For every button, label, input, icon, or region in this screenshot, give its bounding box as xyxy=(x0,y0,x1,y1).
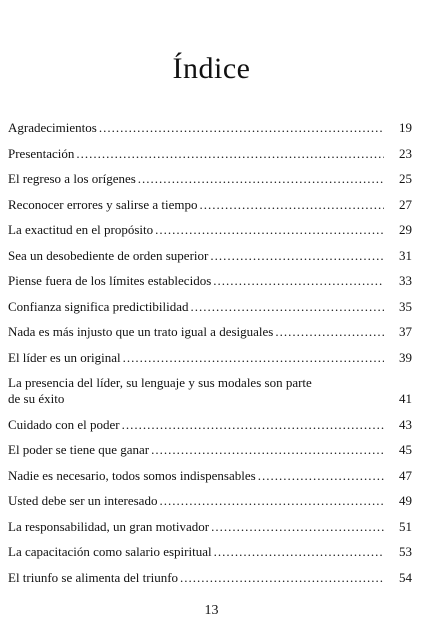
toc-entry-title: Usted debe ser un interesado xyxy=(8,493,158,508)
toc-entry xyxy=(8,120,412,136)
toc-entry-title: La exactitud en el propósito xyxy=(8,222,154,237)
toc-entry-page: 25 xyxy=(399,171,412,186)
toc-entry-page: 45 xyxy=(399,442,412,457)
toc-entry xyxy=(8,146,412,162)
toc-entry xyxy=(8,519,412,535)
toc-entry xyxy=(8,468,412,484)
toc-entry xyxy=(8,442,412,458)
page-title: Índice xyxy=(172,52,251,85)
dot-leader xyxy=(211,519,384,535)
toc-entry-page: 51 xyxy=(399,518,412,534)
dot-leader xyxy=(210,248,384,264)
toc-entry-title: Agradecimientos xyxy=(8,120,97,135)
dot-leader xyxy=(180,570,384,586)
toc-entry-title: El regreso a los orígenes xyxy=(8,171,136,186)
dot-leader xyxy=(123,350,384,366)
toc-entry-page: 49 xyxy=(399,493,412,508)
table-of-contents xyxy=(8,120,412,595)
toc-entry xyxy=(8,570,412,586)
toc-entry-page: 35 xyxy=(399,298,412,314)
toc-entry-page: 31 xyxy=(399,247,412,263)
toc-entry xyxy=(8,197,412,213)
dot-leader xyxy=(159,493,384,509)
toc-entry xyxy=(8,493,412,509)
toc-entry-page: 41 xyxy=(399,391,412,406)
toc-entry-title: Presentación xyxy=(8,145,75,161)
toc-entry xyxy=(8,299,412,315)
toc-entry-title: El líder es un original xyxy=(8,349,121,365)
toc-entry xyxy=(8,350,412,366)
toc-entry-title: Cuidado con el poder xyxy=(8,416,120,432)
dot-leader xyxy=(122,417,384,433)
toc-entry-title: La responsabilidad, un gran motivador xyxy=(8,518,210,534)
toc-entry-page: 37 xyxy=(399,324,412,339)
dot-leader xyxy=(258,468,384,484)
dot-leader xyxy=(214,544,384,560)
toc-entry-page: 33 xyxy=(399,273,412,288)
toc-entry-page: 53 xyxy=(399,544,412,559)
toc-entry-title: Reconocer errores y salirse a tiempo xyxy=(8,196,198,212)
toc-entry-page: 47 xyxy=(399,467,412,483)
toc-entry-page: 54 xyxy=(399,569,412,585)
page-number: 13 xyxy=(204,603,219,618)
toc-entry-page: 39 xyxy=(399,349,412,365)
toc-entry xyxy=(8,375,412,407)
toc-entry-title: Piense fuera de los límites establecidos xyxy=(8,273,212,288)
dot-leader xyxy=(213,273,384,289)
toc-entry-page: 43 xyxy=(399,416,412,432)
toc-entry xyxy=(8,417,412,433)
dot-leader xyxy=(191,299,385,315)
dot-leader xyxy=(151,442,384,458)
toc-entry xyxy=(8,171,412,187)
dot-leader xyxy=(200,197,384,213)
toc-entry-title-continued: de su éxito xyxy=(8,391,65,406)
toc-entry-title: La presencia del líder, su lenguaje y sus modales son parte xyxy=(8,375,312,390)
toc-entry xyxy=(8,324,412,340)
dot-leader xyxy=(76,146,384,162)
toc-entry-title: Nadie es necesario, todos somos indispensables xyxy=(8,467,256,483)
toc-entry-page: 19 xyxy=(399,120,412,135)
toc-entry xyxy=(8,544,412,560)
dot-leader xyxy=(99,120,384,136)
toc-entry-title: Nada es más injusto que un trato igual a desiguales xyxy=(8,324,274,339)
toc-entry-title: Sea un desobediente de orden superior xyxy=(8,247,209,263)
toc-entry-title: Confianza significa predictibilidad xyxy=(8,298,189,314)
toc-entry-page: 29 xyxy=(399,222,412,237)
toc-entry xyxy=(8,248,412,264)
toc-entry xyxy=(8,273,412,289)
toc-entry-title: La capacitación como salario espiritual xyxy=(8,544,212,559)
dot-leader xyxy=(138,171,384,187)
toc-entry-page: 27 xyxy=(399,196,412,212)
toc-entry-title: El triunfo se alimenta del triunfo xyxy=(8,569,179,585)
toc-entry-title: El poder se tiene que ganar xyxy=(8,442,150,457)
dot-leader xyxy=(155,222,384,238)
toc-entry xyxy=(8,222,412,238)
dot-leader xyxy=(275,324,384,340)
toc-entry-page: 23 xyxy=(399,145,412,161)
